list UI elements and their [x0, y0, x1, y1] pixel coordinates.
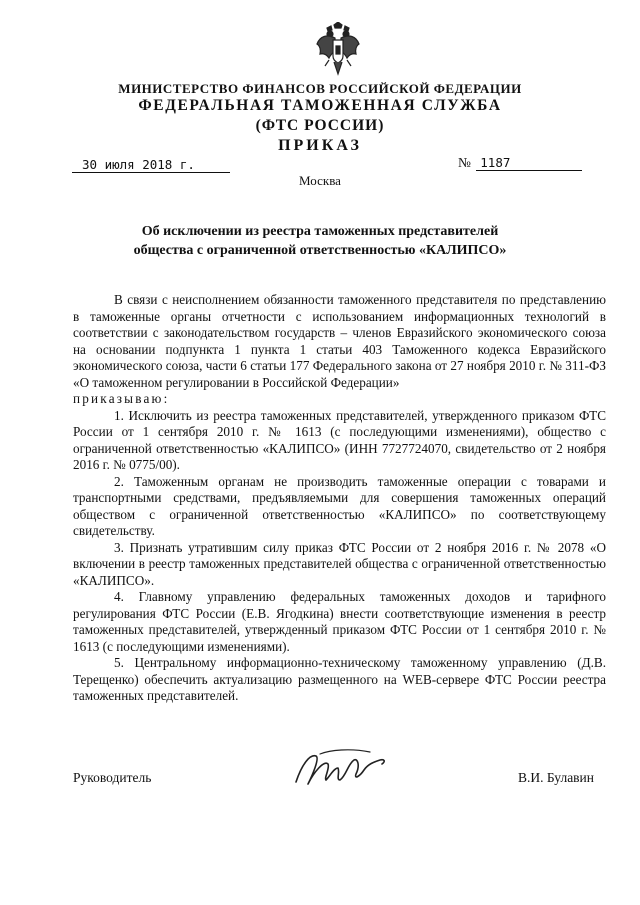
order-number-field	[458, 155, 582, 171]
city-label: Москва	[299, 173, 341, 188]
signatory-name: В.И. Булавин	[518, 770, 595, 785]
order-body	[73, 292, 606, 705]
order-directive-word: приказываю:	[73, 391, 170, 406]
ministry-heading: МИНИСТЕРСТВО ФИНАНСОВ РОССИЙСКОЙ ФЕДЕРАЦИИ	[118, 81, 522, 96]
order-item-3: 3. Признать утратившим силу приказ ФТС России от 2 ноября 2016 г. № 2078 «О включении в реестр таможенных представителей общества с ограниченной ответственностью «КАЛИПСО».	[73, 539, 606, 588]
order-item-1: 1. Исключить из реестра таможенных представителей, утвержденного приказом ФТС России от 1 сентября 2010 г. № 1613 (с последующими изменениями), общество с ограниченной ответственностью «КАЛИПСО» (ИНН 7727724070, свидетельство от 2 ноября 2016 г. № 0775/00).	[73, 407, 606, 472]
order-date-value: 30 июля 2018 г.	[72, 157, 230, 173]
signatory-position: Руководитель	[73, 770, 152, 785]
order-item-5: 5. Центральному информационно-техническому таможенному управлению (Д.В. Терещенко) обеспечить актуализацию размещенного на WEB-сервере ФТС России реестра таможенных представителей.	[73, 655, 606, 703]
order-date-field	[72, 157, 230, 173]
order-item-4: 4. Главному управлению федеральных таможенных доходов и тарифного регулирования ФТС России (Е.В. Ягодкина) внести соответствующие изменения в реестр таможенных представителей, утвержденный приказом ФТС России от 1 сентября 2010 г. № 1613 (с последующими изменениями).	[73, 589, 606, 654]
order-number-value: 1187	[476, 155, 582, 171]
service-short-heading: (ФТС РОССИИ)	[255, 117, 385, 134]
order-title-line-2: общества с ограниченной ответственностью «КАЛИПСО»	[133, 243, 507, 258]
order-title-line-1: Об исключении из реестра таможенных представителей	[141, 224, 499, 239]
document-type-heading: ПРИКАЗ	[278, 137, 362, 154]
signature-icon	[290, 746, 390, 792]
order-item-2: 2. Таможенным органам не производить таможенные операции с товарами и транспортными средствами, предъявляемыми для совершения таможенных операций обществом с ограниченной ответственностью «КАЛИПСО» по соответствующему свидетельству.	[73, 473, 606, 538]
service-heading: ФЕДЕРАЛЬНАЯ ТАМОЖЕННАЯ СЛУЖБА	[138, 97, 502, 114]
coat-of-arms-icon	[315, 22, 361, 76]
intro-paragraph: В связи с неисполнением обязанности таможенного представителя по представлению в таможенные органы отчетности с использованием информационных технологий в соответствии с законодательством государств – членов Евразийского экономического союза на основании подпункта 1 пункта 1 статьи 403 Таможенного кодекса Евразийского экономического союза, части 6 статьи 177 Федерального закона от 27 ноября 2010 г. № 311-ФЗ «О таможенном регулировании в Российской Федерации»	[73, 292, 606, 390]
order-number-label: №	[458, 155, 471, 170]
